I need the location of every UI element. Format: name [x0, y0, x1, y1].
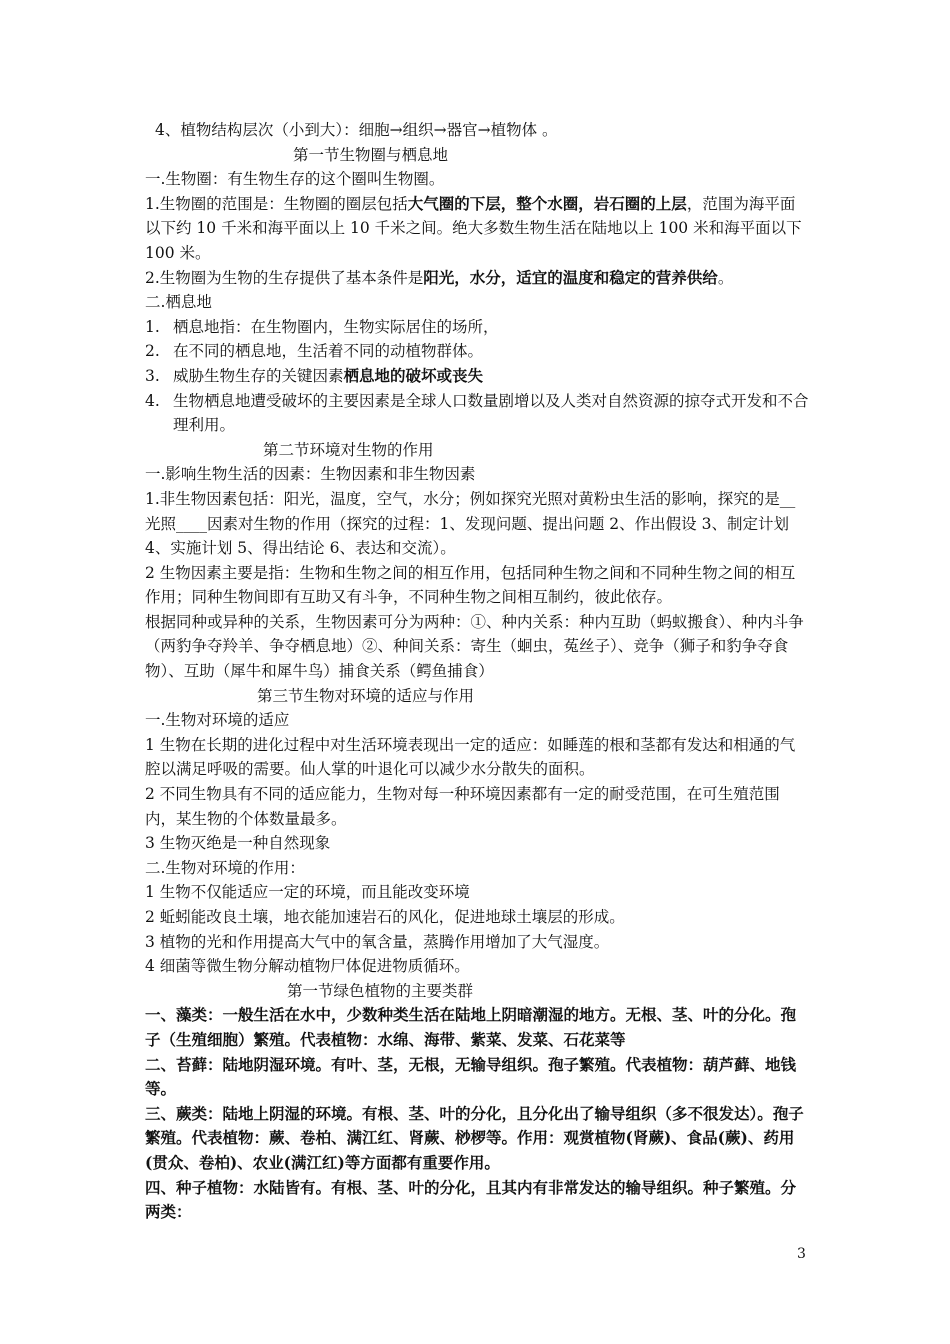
- text-run: 1.生物圈的范围是：生物圈的圈层包括: [145, 194, 408, 213]
- paragraph-impact-1: 1 生物不仅能适应一定的环境，而且能改变环境: [145, 883, 470, 902]
- list-number: 1.: [145, 317, 160, 336]
- list-text: 栖息地指：在生物圈内，生物实际居住的场所，: [173, 317, 499, 336]
- page-body: [145, 118, 810, 1225]
- paragraph-ferns: 三、蕨类：陆地上阴湿的环境。有根、茎、叶的分化，且分化出了输导组织（多不很发达）。孢子繁殖。代表植物：蕨、卷柏、满江红、肾蕨、桫椤等。作用：观赏植物(肾蕨)、食品(蕨)、药用(贯众、卷柏)、农业(满江红)等方面都有重要作用。: [145, 1103, 804, 1172]
- text-run: 2.生物圈为生物的生存提供了基本条件是: [145, 268, 424, 287]
- paragraph-biotic: 2 生物因素主要是指：生物和生物之间的相互作用，包括同种生物之间和不同种生物之间的相互作用；同种生物间即有互助又有斗争，不同种生物之间相互制约，彼此依存。: [145, 563, 796, 607]
- section-heading-biosphere: 第一节生物圈与栖息地: [293, 145, 449, 164]
- list-item-2: [145, 339, 810, 364]
- list-text: 在不同的栖息地，生活着不同的动植物群体。: [173, 342, 484, 361]
- subheading-adaptation: 一.生物对环境的适应: [145, 711, 290, 730]
- bold-run: 栖息地的破坏或丧失: [343, 365, 484, 385]
- list-number: 4.: [145, 391, 160, 410]
- paragraph-algae: 一、藻类：一般生活在水中，少数种类生活在陆地上阴暗潮湿的地方。无根、茎、叶的分化。孢子（生殖细胞）繁殖。代表植物：水绵、海带、紫菜、发菜、石花菜等: [145, 1005, 797, 1049]
- paragraph-plant-structure: 4、植物结构层次（小到大）：细胞→组织→器官→植物体 。: [155, 121, 558, 139]
- paragraph-seed-plants: 四、种子植物：水陆皆有。有根、茎、叶的分化，且其内有非常发达的输导组织。种子繁殖。分两类：: [145, 1177, 797, 1222]
- list-number: 2.: [145, 342, 160, 361]
- bold-run: 阳光，水分，适宜的温度和稳定的营养供给: [423, 267, 718, 287]
- list-number: 3.: [145, 366, 160, 385]
- paragraph-impact-2: 2 蚯蚓能改良土壤，地衣能加速岩石的风化，促进地球土壤层的形成。: [145, 908, 625, 926]
- subheading-habitat: 二.栖息地: [145, 293, 212, 312]
- paragraph-moss: 二、苔藓：陆地阴湿环境。有叶、茎，无根，无输导组织。孢子繁殖。代表植物：葫芦藓、地钱等。: [145, 1054, 797, 1099]
- paragraph-abiotic: 1.非生物因素包括：阳光，温度，空气，水分；例如探究光照对黄粉虫生活的影响，探究的是__光照____因素对生物的作用（探究的过程：1、发现问题、提出问题 2、作出假设 3、制定计划 4、实施计划 5、得出结论 6、表达和交流）。: [145, 489, 796, 558]
- paragraph-adaptation-3: 3 生物灭绝是一种自然现象: [145, 834, 331, 853]
- subheading-impact: 二.生物对环境的作用：: [145, 858, 305, 877]
- section-heading-adaptation: 第三节生物对环境的适应与作用: [257, 686, 475, 705]
- paragraph-basic-conditions: [145, 266, 810, 291]
- paragraph-adaptation-2: 2 不同生物具有不同的适应能力，生物对每一种环境因素都有一定的耐受范围，在可生殖范围内，某生物的个体数量最多。: [145, 785, 780, 828]
- subheading-biosphere: 一.生物圈：有生物生存的这个圈叫生物圈。: [145, 170, 445, 189]
- text-run: ，范围为海平面以下约 10 千米和海平面以上 10 千米之间。绝大多数生物生活在陆地以上 100 米和海平面以下 100 米。: [145, 194, 802, 262]
- list-text: 生物栖息地遭受破坏的主要因素是全球人口数量剧增以及人类对自然资源的掠夺式开发和不合理利用。: [173, 391, 809, 435]
- list-text: 威胁生物生存的关键因素: [173, 366, 344, 385]
- section-heading-green-plants: 第一节绿色植物的主要类群: [287, 981, 474, 1000]
- list-item-4: [145, 389, 810, 438]
- bold-run: 大气圈的下层，整个水圈，岩石圈的上层: [407, 193, 687, 213]
- paragraph-relations: 根据同种或异种的关系，生物因素可分为两种：①、种内关系：种内互助（蚂蚁搬食）、种内斗争（两豹争夺羚羊、争夺栖息地）②、种间关系：寄生（蛔虫，菟丝子）、竞争（狮子和豹争夺食物）、互助（犀牛和犀牛鸟）捕食关系（鳄鱼捕食）: [145, 612, 804, 681]
- list-item-3: [145, 364, 810, 389]
- paragraph-biosphere-range: [145, 192, 810, 266]
- subheading-factors: 一.影响生物生活的因素：生物因素和非生物因素: [145, 465, 476, 484]
- paragraph-impact-3: 3 植物的光和作用提高大气中的氧含量，蒸腾作用增加了大气湿度。: [145, 932, 610, 951]
- text-run: 。: [717, 268, 734, 287]
- section-heading-environment: 第二节环境对生物的作用: [263, 440, 434, 459]
- paragraph-impact-4: 4 细菌等微生物分解动植物尸体促进物质循环。: [145, 957, 470, 976]
- paragraph-adaptation-1: 1 生物在长期的进化过程中对生活环境表现出一定的适应：如睡莲的根和茎都有发达和相通的气腔以满足呼吸的需要。仙人掌的叶退化可以减少水分散失的面积。: [145, 735, 796, 779]
- page-number: 3: [797, 1246, 806, 1262]
- list-item-1: [145, 315, 810, 340]
